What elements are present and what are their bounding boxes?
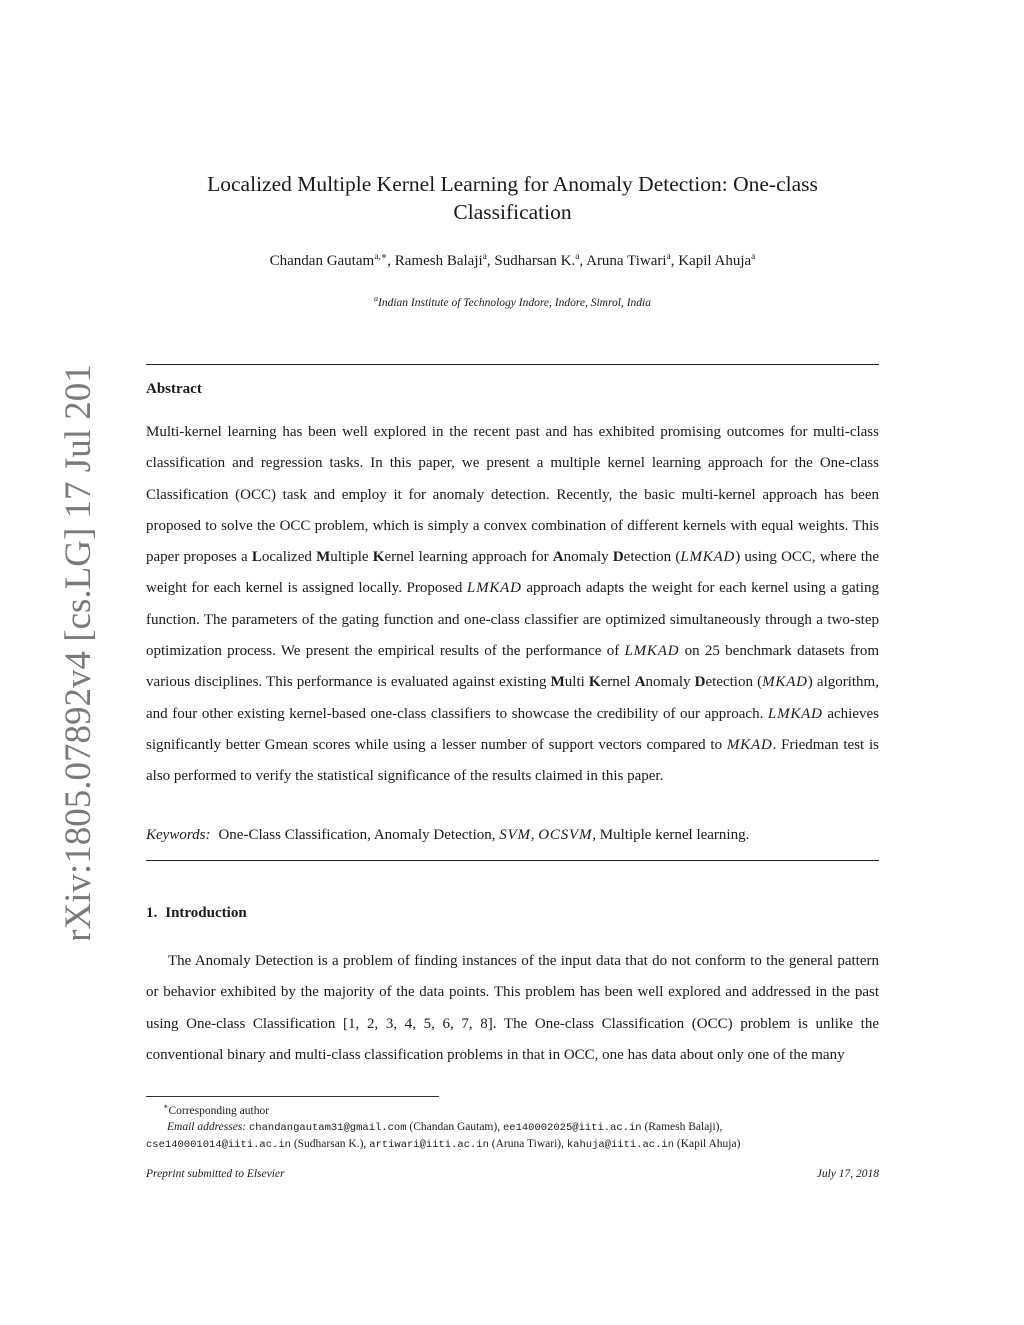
title-line-2: Classification — [453, 200, 572, 224]
abstract-text: etection ( — [623, 549, 681, 566]
footer-preprint: Preprint submitted to Elsevier — [146, 1168, 285, 1180]
abstract-text: approach adapts the weight for each kernel using a gating function. The parameters of the gating function and one-class classifier are optimized simultaneously through a two-step optimization process. We present the empirical results of the performance of — [146, 580, 879, 660]
author-sup: a — [751, 252, 756, 262]
affiliation-sup: a — [374, 294, 378, 303]
email-address[interactable]: chandangautam31@gmail.com — [248, 1121, 407, 1134]
author-name: Sudharsan K. — [494, 253, 576, 269]
abstract-heading: Abstract — [146, 381, 202, 397]
math-lmkad: LMKAD — [680, 549, 736, 566]
math-svm: SVM — [499, 827, 531, 843]
email-address[interactable]: artiwari@iiti.ac.in — [369, 1138, 489, 1151]
section-heading — [146, 905, 247, 922]
bold-initial: A — [552, 549, 564, 566]
author-sup: a — [575, 252, 580, 262]
math-ocsvm: OCSVM — [538, 827, 593, 843]
abstract-bottom-rule — [146, 860, 879, 861]
arxiv-identifier-text: arXiv:1805.07892v4 [cs.LG] 17 Jul 2018 — [58, 365, 99, 940]
title-line-1: Localized Multiple Kernel Learning for Anomaly Detection: One-class — [207, 172, 818, 196]
author-separator: , — [579, 253, 587, 269]
abstract-text: on 25 benchmark datasets from various disciplines. This performance is evaluated against existing — [146, 643, 879, 691]
intro-paragraph: The Anomaly Detection is a problem of finding instances of the input data that do not conform to the general pattern or behavior exhibited by the majority of the data points. This problem has been well explored and addressed in the past using One-class Classification [1, 2, 3, 4, 5, 6, 7, 8]. The One-class Classification (OCC) problem is unlike the conventional binary and multi-class classification problems in that in OCC, one has data about only one of the many — [146, 953, 879, 1063]
abstract-text: ultiple — [330, 549, 373, 566]
email-owner: (Ramesh Balaji), — [641, 1120, 723, 1133]
abstract-text: . Friedman test is also performed to verify the statistical significance of the results claimed in this paper. — [146, 736, 879, 785]
affiliation-text: Indian Institute of Technology Indore, Indore, Simrol, India — [378, 296, 651, 309]
abstract-top-rule — [146, 364, 879, 365]
author-list — [146, 251, 879, 270]
email-owner: (Kapil Ahuja) — [674, 1137, 741, 1150]
author-sup: a,∗ — [374, 252, 388, 262]
bold-initial: L — [251, 549, 262, 566]
footnote-text: Corresponding author — [168, 1104, 270, 1117]
author-separator: , — [486, 253, 495, 269]
author-sup: a — [666, 252, 671, 262]
keywords — [146, 827, 879, 844]
math-mkad: MKAD — [726, 736, 773, 753]
math-lmkad: LMKAD — [767, 705, 823, 722]
arxiv-identifier — [28, 365, 123, 940]
abstract-text: achieves significantly better Gmean scores while using a lesser number of support vectors compared to — [146, 705, 879, 753]
keywords-text: , Multiple kernel learning. — [592, 827, 750, 843]
math-lmkad: LMKAD — [624, 643, 680, 660]
math-lmkad: LMKAD — [466, 580, 522, 597]
keywords-label: Keywords: — [146, 827, 211, 843]
keywords-text: One-Class Classification, Anomaly Detection, — [218, 827, 500, 843]
abstract-text: ernel learning approach for — [384, 549, 553, 566]
author-name: Ramesh Balaji — [394, 253, 483, 269]
bold-initial: D — [612, 549, 624, 566]
bold-initial: M — [550, 674, 565, 691]
author-separator: , — [387, 253, 395, 269]
abstract-text: ernel — [600, 674, 635, 691]
paper-title — [146, 170, 879, 226]
bold-initial: K — [372, 549, 385, 566]
bold-initial: K — [588, 674, 601, 691]
email-address[interactable]: cse140001014@iiti.ac.in — [146, 1138, 291, 1151]
math-mkad: MKAD — [762, 674, 808, 691]
author-name: Chandan Gautam — [269, 253, 375, 269]
abstract-text: Multi-kernel learning has been well explored in the recent past and has exhibited promising outcomes for multi-class classification and regression tasks. In this paper, we present a multiple kernel learning approach for the One-class Classification (OCC) task and employ it for anomaly detection. Recently, the basic multi-kernel approach has been proposed to solve the OCC problem, which is simply a convex combination of different kernels with equal weights. This paper proposes a — [146, 424, 879, 566]
footnote-emails-cont — [146, 1136, 886, 1153]
abstract-text: nomaly — [563, 549, 613, 566]
author-sup: a — [482, 252, 487, 262]
footnotes — [146, 1099, 886, 1153]
abstract-text: ) algorithm, and four other existing kernel-based one-class classifiers to showcase the credibility of our approach. — [146, 674, 879, 722]
footnote-emails — [146, 1119, 886, 1136]
email-label: Email addresses: — [167, 1120, 247, 1133]
footnote-mark: ∗ — [163, 1102, 169, 1111]
keywords-text: , — [530, 827, 539, 843]
bold-initial: D — [694, 674, 706, 691]
author-name: Kapil Ahuja — [678, 253, 752, 269]
abstract-text: ocalized — [261, 549, 317, 566]
email-address[interactable]: ee140002025@iiti.ac.in — [502, 1121, 642, 1134]
section-title: Introduction — [165, 905, 247, 921]
email-owner: (Chandan Gautam), — [406, 1120, 503, 1133]
bold-initial: M — [316, 549, 331, 566]
abstract-text: ) using OCC, where the weight for each kernel is assigned locally. Proposed — [146, 549, 880, 597]
bold-initial: A — [634, 674, 646, 691]
abstract-text: etection ( — [705, 674, 763, 691]
email-owner: (Aruna Tiwari), — [488, 1137, 567, 1150]
footnote-rule — [146, 1096, 439, 1097]
email-address[interactable]: kahuja@iiti.ac.in — [566, 1138, 674, 1151]
email-owner: (Sudharsan K.), — [290, 1137, 370, 1150]
author-separator: , — [670, 253, 679, 269]
footer-date: July 17, 2018 — [816, 1168, 879, 1180]
abstract-text: ulti — [564, 674, 589, 691]
abstract-text: nomaly — [645, 674, 691, 691]
abstract-body — [146, 417, 879, 793]
section-number: 1. — [146, 905, 158, 921]
affiliation — [146, 294, 879, 309]
author-name: Aruna Tiwari — [586, 253, 667, 269]
footnote-corresponding — [146, 1099, 886, 1119]
